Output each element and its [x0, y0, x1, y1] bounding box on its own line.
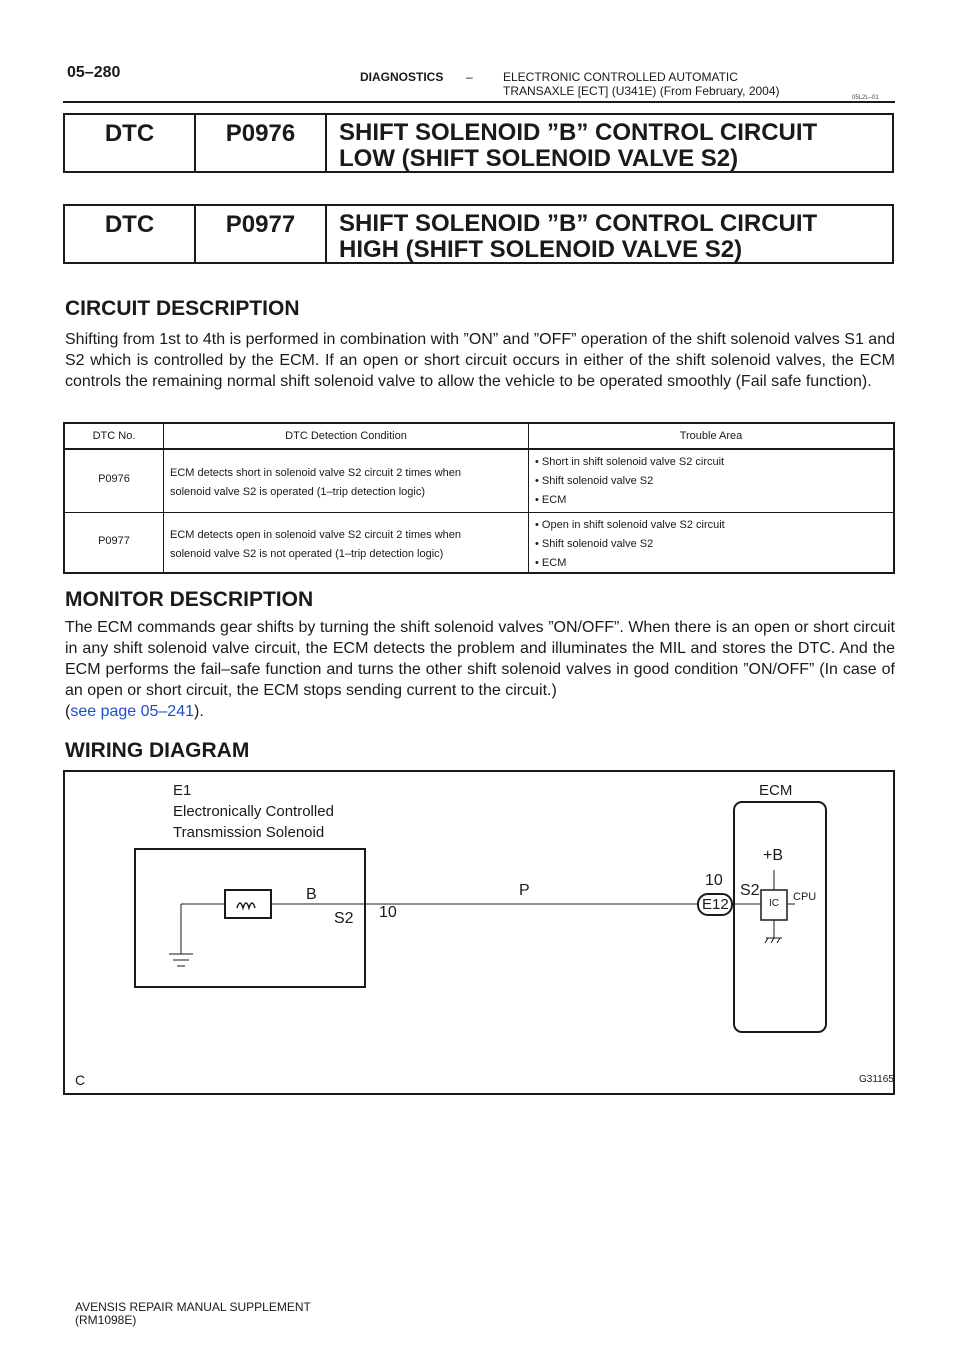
- page-number: 05–280: [67, 64, 121, 81]
- power-label: +B: [763, 847, 784, 864]
- dtc-title-line2: LOW (SHIFT SOLENOID VALVE S2): [339, 145, 739, 172]
- dtc-code: P0977: [196, 206, 327, 262]
- table-divider: [163, 450, 164, 512]
- figure-code: G31165: [859, 1074, 894, 1085]
- dtc-title-line1: SHIFT SOLENOID ”B” CONTROL CIRCUIT: [339, 119, 818, 146]
- table-divider: [163, 513, 164, 572]
- circuit-description-text: Shifting from 1st to 4th is performed in combination with ”ON” and ”OFF” operation of the shift solenoid valves S1 and S2 which is controlled by the ECM. If an open or short circuit occurs in either of the shift solenoid valves, the ECM controls the remaining normal shift solenoid valve to allow the vehicle to be operated smoothly (Fail safe function).: [65, 331, 895, 390]
- table-cell-code: P0976: [98, 473, 130, 485]
- dtc-box-p0976: [63, 113, 894, 173]
- table-row: [65, 450, 893, 512]
- area-item: • ECM: [535, 557, 567, 569]
- dtc-title: [327, 115, 892, 171]
- solenoid-name-line1: Electronically Controlled: [173, 803, 334, 820]
- ecm-label: ECM: [759, 782, 793, 799]
- header-section: DIAGNOSTICS: [360, 70, 444, 84]
- ecm-box: [734, 802, 826, 1032]
- header-title-line1: ELECTRONIC CONTROLLED AUTOMATIC: [503, 70, 738, 84]
- solenoid-pin-label: 10: [379, 904, 397, 921]
- cpu-label: CPU: [793, 891, 817, 903]
- table-header-row: [65, 424, 893, 450]
- ecm-pin-label: 10: [705, 872, 723, 889]
- area-item: • Open in shift solenoid valve S2 circuit: [535, 519, 725, 531]
- dtc-table: [63, 422, 895, 574]
- table-header-dtc-no: DTC No.: [92, 430, 136, 442]
- ecm-terminal-label: S2: [740, 882, 760, 899]
- monitor-description-body: The ECM commands gear shifts by turning the shift solenoid valves ”ON/OFF”. When there is an open or short circuit in any shift solenoid valve circuit, the ECM detects the problem and illuminates the MIL and stores the DTC. And the ECM performs the fail–safe function and turns the other shift solenoid valves in good condition ”ON/OFF” (In case of an open or short circuit, the ECM stops sending current to the circuit.): [65, 619, 895, 699]
- link-prefix: (: [65, 703, 71, 720]
- wire-color-b: B: [306, 886, 317, 903]
- ic-ground-symbol: [771, 938, 774, 943]
- doc-code: 05L2L–01: [852, 95, 879, 101]
- corner-letter: C: [75, 1072, 86, 1088]
- wiring-diagram-svg: [65, 772, 893, 1093]
- monitor-description-heading: MONITOR DESCRIPTION: [65, 588, 314, 611]
- ic-ground-symbol: [765, 938, 768, 943]
- dtc-title-line2: HIGH (SHIFT SOLENOID VALVE S2): [339, 236, 743, 263]
- footer-line2: (RM1098E): [75, 1313, 137, 1327]
- see-page-link[interactable]: see page 05–241: [70, 703, 194, 720]
- table-divider: [528, 513, 529, 572]
- dtc-code: P0976: [196, 115, 327, 171]
- link-suffix: ).: [194, 703, 204, 720]
- condition-line: ECM detects short in solenoid valve S2 circuit 2 times when: [170, 467, 462, 479]
- dtc-title: [327, 206, 892, 262]
- area-item: • Shift solenoid valve S2: [535, 538, 654, 550]
- condition-line: ECM detects open in solenoid valve S2 circuit 2 times when: [170, 529, 462, 541]
- dtc-label: DTC: [65, 206, 196, 262]
- header-title: [503, 70, 923, 98]
- wire-color-p: P: [519, 882, 530, 899]
- solenoid-terminal-label: S2: [334, 910, 354, 927]
- circuit-description-heading: CIRCUIT DESCRIPTION: [65, 297, 300, 320]
- header-dash: –: [466, 70, 473, 84]
- area-item: • ECM: [535, 494, 567, 506]
- table-row: [65, 513, 893, 572]
- area-item: • Short in shift solenoid valve S2 circuit: [535, 456, 725, 468]
- table-cell-condition: [170, 526, 461, 564]
- coil-icon: [237, 903, 255, 908]
- table-cell-area: [535, 516, 725, 573]
- table-cell-area: [535, 453, 724, 510]
- ic-ground-symbol: [777, 938, 780, 943]
- solenoid-name-line2: Transmission Solenoid: [173, 824, 325, 841]
- table-cell-condition: [170, 464, 461, 502]
- table-header-area: Trouble Area: [679, 430, 743, 442]
- table-header-condition: DTC Detection Condition: [285, 430, 407, 442]
- table-cell-code: P0977: [98, 535, 130, 547]
- ic-label: IC: [769, 898, 779, 909]
- wiring-diagram-heading: WIRING DIAGRAM: [65, 739, 250, 762]
- ecm-connector-label: E12: [702, 896, 729, 913]
- condition-line: solenoid valve S2 is operated (1–trip detection logic): [170, 486, 425, 498]
- footer-line1: AVENSIS REPAIR MANUAL SUPPLEMENT: [75, 1300, 311, 1314]
- wiring-diagram: [63, 770, 895, 1095]
- condition-line: solenoid valve S2 is not operated (1–trip detection logic): [170, 548, 444, 560]
- table-divider: [528, 450, 529, 512]
- solenoid-connector-label: E1: [173, 782, 192, 799]
- dtc-title-line1: SHIFT SOLENOID ”B” CONTROL CIRCUIT: [339, 210, 818, 237]
- header-rule: [63, 101, 895, 103]
- monitor-description-text: [65, 617, 895, 722]
- header-title-line2: TRANSAXLE [ECT] (U341E) (From February, 2004): [503, 84, 780, 98]
- dtc-label: DTC: [65, 115, 196, 171]
- area-item: • Shift solenoid valve S2: [535, 475, 654, 487]
- dtc-box-p0977: [63, 204, 894, 264]
- footer: [75, 1301, 311, 1327]
